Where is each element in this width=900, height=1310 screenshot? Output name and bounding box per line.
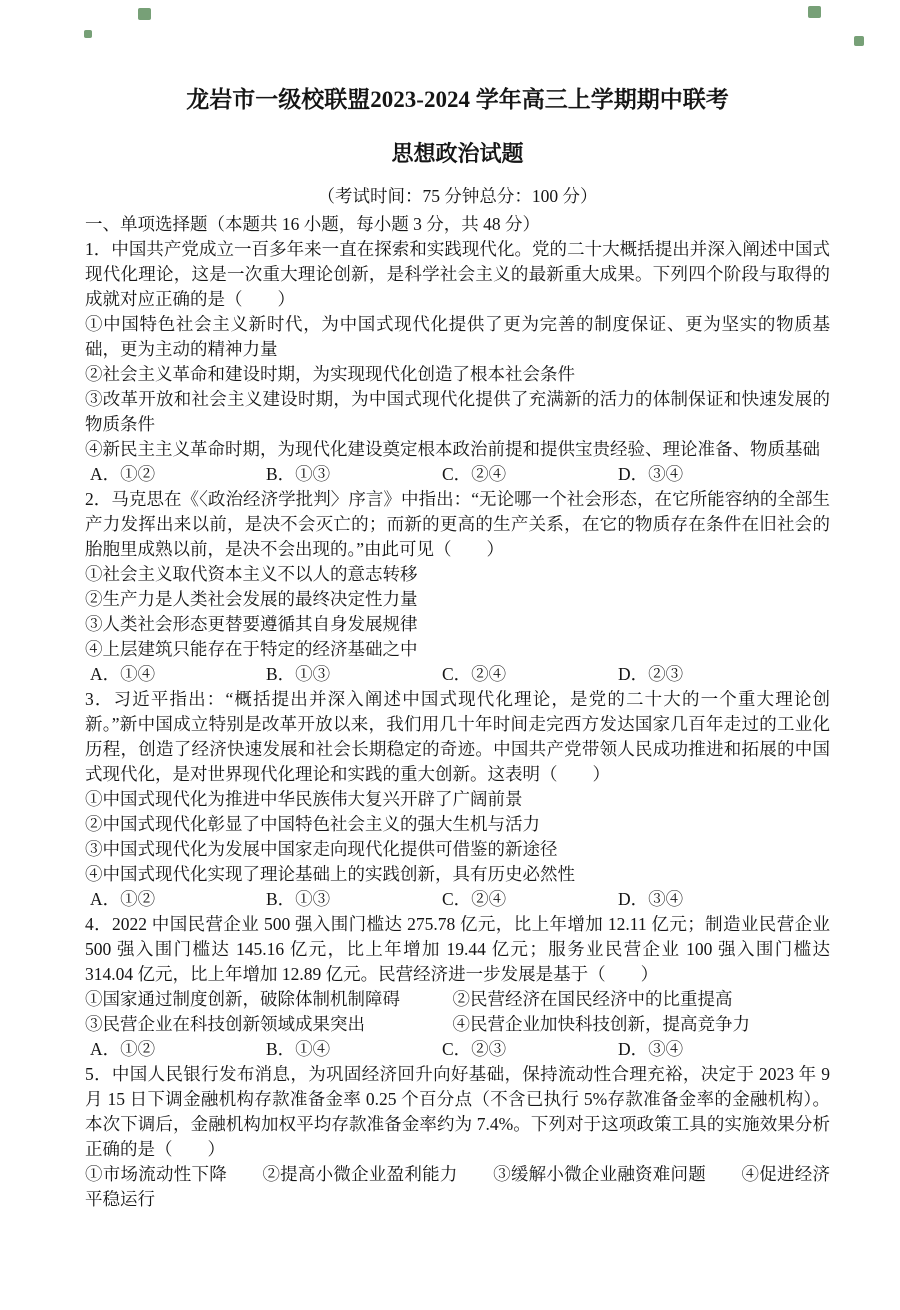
scan-artifact (84, 30, 92, 38)
questions-container (85, 237, 830, 1212)
question-stem: 4．2022 中国民营企业 500 强入围门槛达 275.78 亿元，比上年增加 12.11 亿元；制造业民营企业 500 强入围门槛达 145.16 亿元，比上年增加 19.44 亿元；服务业民营企业 100 强入围门槛达 314.04 亿元，比上年增加 12.89 亿元。民营经济进一步发展是基于（ ） (85, 914, 830, 984)
question-item-line: ②中国式现代化彰显了中国特色社会主义的强大生机与活力 (85, 814, 540, 834)
question-item-line: ③改革开放和社会主义建设时期，为中国式现代化提供了充满新的活力的体制保证和快速发展的物质条件 (85, 389, 830, 434)
answer-choices-row (85, 1037, 830, 1062)
choice-option: D．③④ (618, 1039, 684, 1059)
choice-option: D．②③ (618, 664, 684, 684)
question (85, 237, 830, 487)
question (85, 487, 830, 687)
choice-option: A．①② (90, 1039, 156, 1059)
exam-info: （考试时间：75 分钟总分：100 分） (317, 186, 598, 206)
answer-choices-row (85, 887, 830, 912)
question (85, 1062, 830, 1212)
question-stem: 1．中国共产党成立一百多年来一直在探索和实践现代化。党的二十大概括提出并深入阐述中国式现代化理论，这是一次重大理论创新，是科学社会主义的最新重大成果。下列四个阶段与取得的成就对应正确的是（ ） (85, 239, 830, 309)
scan-artifact (854, 36, 864, 46)
question-item-line: ①市场流动性下降 ②提高小微企业盈利能力 ③缓解小微企业融资难问题 ④促进经济平稳运行 (85, 1164, 830, 1209)
section-header: 一、单项选择题（本题共 16 小题，每小题 3 分，共 48 分） (85, 214, 540, 234)
exam-title: 龙岩市一级校联盟2023-2024 学年高三上学期期中联考 (186, 87, 729, 112)
choice-option: B．①④ (266, 1039, 331, 1059)
question-stem: 2．马克思在《〈政治经济学批判〉序言》中指出：“无论哪一个社会形态，在它所能容纳的全部生产力发挥出来以前，是决不会灭亡的；而新的更高的生产关系，在它的物质存在条件在旧社会的胎胞里成熟以前，是决不会出现的。”由此可见（ ） (85, 489, 830, 559)
question (85, 912, 830, 1062)
question-item-line: ③民营企业在科技创新领域成果突出 ④民营企业加快科技创新，提高竞争力 (85, 1014, 750, 1034)
paper-subject-title: 思想政治试题 (391, 141, 524, 166)
scan-artifact (808, 6, 821, 18)
choice-option: A．①② (90, 889, 156, 909)
question-item-line: ④中国式现代化实现了理论基础上的实践创新，具有历史必然性 (85, 864, 575, 884)
question-stem: 5．中国人民银行发布消息，为巩固经济回升向好基础，保持流动性合理充裕，决定于 2023 年 9 月 15 日下调金融机构存款准备金率 0.25 个百分点（不含已执行 5%存款准备金率的金融机构）。本次下调后，金融机构加权平均存款准备金率约为 7.4%。下列对于这项政策工具的实施效果分析正确的是（ ） (85, 1064, 830, 1159)
question-item-line: ②社会主义革命和建设时期，为实现现代化创造了根本社会条件 (85, 364, 575, 384)
question-item-line: ②生产力是人类社会发展的最终决定性力量 (85, 589, 418, 609)
question-stem: 3．习近平指出：“概括提出并深入阐述中国式现代化理论，是党的二十大的一个重大理论创新。”新中国成立特别是改革开放以来，我们用几十年时间走完西方发达国家几百年走过的工业化历程，创造了经济快速发展和社会长期稳定的奇迹。中国共产党带领人民成功推进和拓展的中国式现代化，是对世界现代化理论和实践的重大创新。这表明（ ） (85, 689, 830, 784)
answer-choices-row (85, 662, 830, 687)
question-item-line: ①中国特色社会主义新时代，为中国式现代化提供了更为完善的制度保证、更为坚实的物质基础，更为主动的精神力量 (85, 314, 830, 359)
question-item-line: ③人类社会形态更替要遵循其自身发展规律 (85, 614, 418, 634)
question (85, 687, 830, 912)
choice-option: D．③④ (618, 889, 684, 909)
choice-option: C．②④ (442, 464, 507, 484)
question-item-line: ①社会主义取代资本主义不以人的意志转移 (85, 564, 418, 584)
choice-option: A．①④ (90, 664, 156, 684)
scan-artifact (138, 8, 151, 20)
choice-option: B．①③ (266, 889, 331, 909)
choice-option: B．①③ (266, 464, 331, 484)
choice-option: C．②④ (442, 664, 507, 684)
choice-option: B．①③ (266, 664, 331, 684)
question-item-line: ④上层建筑只能存在于特定的经济基础之中 (85, 639, 418, 659)
answer-choices-row (85, 462, 830, 487)
question-item-line: ④新民主主义革命时期，为现代化建设奠定根本政治前提和提供宝贵经验、理论准备、物质基础 (85, 439, 820, 459)
question-item-line: ①中国式现代化为推进中华民族伟大复兴开辟了广阔前景 (85, 789, 523, 809)
choice-option: C．②③ (442, 1039, 507, 1059)
choice-option: C．②④ (442, 889, 507, 909)
question-item-line: ③中国式现代化为发展中国家走向现代化提供可借鉴的新途径 (85, 839, 558, 859)
question-item-line: ①国家通过制度创新，破除体制机制障碍 ②民营经济在国民经济中的比重提高 (85, 989, 733, 1009)
choice-option: A．①② (90, 464, 156, 484)
choice-option: D．③④ (618, 464, 684, 484)
